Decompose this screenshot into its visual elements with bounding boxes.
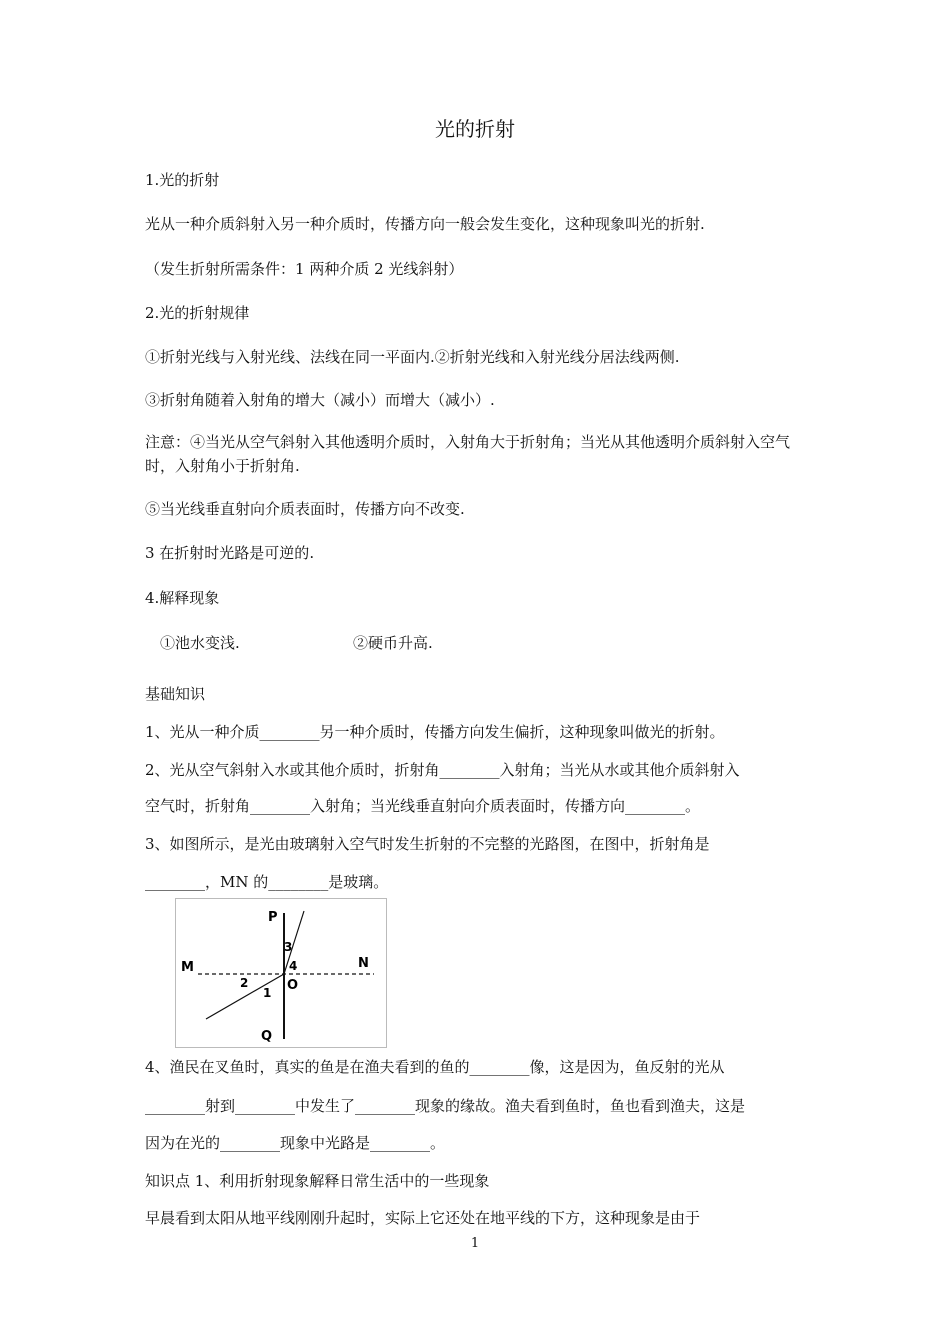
refraction-diagram-svg: [176, 899, 386, 1047]
rule-3: ③折射角随着入射角的增大（减小）而增大（减小）.: [145, 391, 495, 409]
page-title: 光的折射: [435, 117, 515, 141]
question-2-line-1: 2、光从空气斜射入水或其他介质时，折射角________入射角；当光从水或其他介质斜射入: [145, 761, 740, 779]
label-m: M: [181, 960, 194, 975]
question-2-line-2: 空气时，折射角________入射角；当光线垂直射向介质表面时，传播方向________。: [145, 797, 701, 815]
knowledge-point-1: 知识点 1、利用折射现象解释日常生活中的一些现象: [145, 1172, 490, 1190]
rule-1-2: ①折射光线与入射光线、法线在同一平面内.②折射光线和入射光线分居法线两侧.: [145, 348, 680, 366]
question-4-line-3: 因为在光的________现象中光路是________。: [145, 1134, 446, 1152]
angle-label-2: 2: [240, 976, 249, 990]
rule-5: ⑤当光线垂直射向介质表面时，传播方向不改变.: [145, 500, 465, 518]
question-3-line-2: ________，MN 的________是玻璃。: [145, 873, 389, 891]
refraction-diagram: [175, 898, 387, 1048]
paragraph-conditions: （发生折射所需条件：1 两种介质 2 光线斜射）: [145, 260, 464, 278]
label-q: Q: [261, 1029, 273, 1044]
section-heading-2: 2.光的折射规律: [145, 304, 250, 322]
section-basic-knowledge: 基础知识: [145, 685, 206, 703]
question-4-line-2: ________射到________中发生了________现象的缘故。渔夫看到鱼时，鱼也看到渔夫，这是: [145, 1097, 746, 1115]
question-1: 1、光从一种介质________另一种介质时，传播方向发生偏折，这种现象叫做光的折射。: [145, 723, 725, 741]
question-4-line-1: 4、渔民在叉鱼时，真实的鱼是在渔夫看到的鱼的________像，这是因为，鱼反射的光从: [145, 1058, 725, 1076]
phenomenon-1: ①池水变浅.: [160, 634, 240, 652]
page-number: 1: [470, 1236, 480, 1251]
label-o: O: [287, 978, 299, 993]
phenomenon-2: ②硬币升高.: [353, 634, 433, 652]
knowledge-point-1-text: 早晨看到太阳从地平线刚刚升起时，实际上它还处在地平线的下方，这种现象是由于: [145, 1209, 701, 1227]
label-n: N: [358, 956, 369, 971]
paragraph-definition: 光从一种介质斜射入另一种介质时，传播方向一般会发生变化，这种现象叫光的折射.: [145, 215, 705, 233]
angle-label-1: 1: [263, 986, 272, 1000]
question-3-line-1: 3、如图所示，是光由玻璃射入空气时发生折射的不完整的光路图，在图中，折射角是: [145, 835, 710, 853]
section-heading-4: 4.解释现象: [145, 589, 220, 607]
angle-label-3: 3: [284, 940, 293, 954]
section-heading-1: 1.光的折射: [145, 171, 220, 189]
note-rule-4: 注意：④当光从空气斜射入其他透明介质时，入射角大于折射角；当光从其他透明介质斜射入空气时，入射角小于折射角.: [145, 433, 791, 475]
label-p: P: [268, 910, 278, 925]
section-heading-3: 3 在折射时光路是可逆的.: [145, 544, 315, 562]
angle-label-4: 4: [289, 959, 298, 973]
